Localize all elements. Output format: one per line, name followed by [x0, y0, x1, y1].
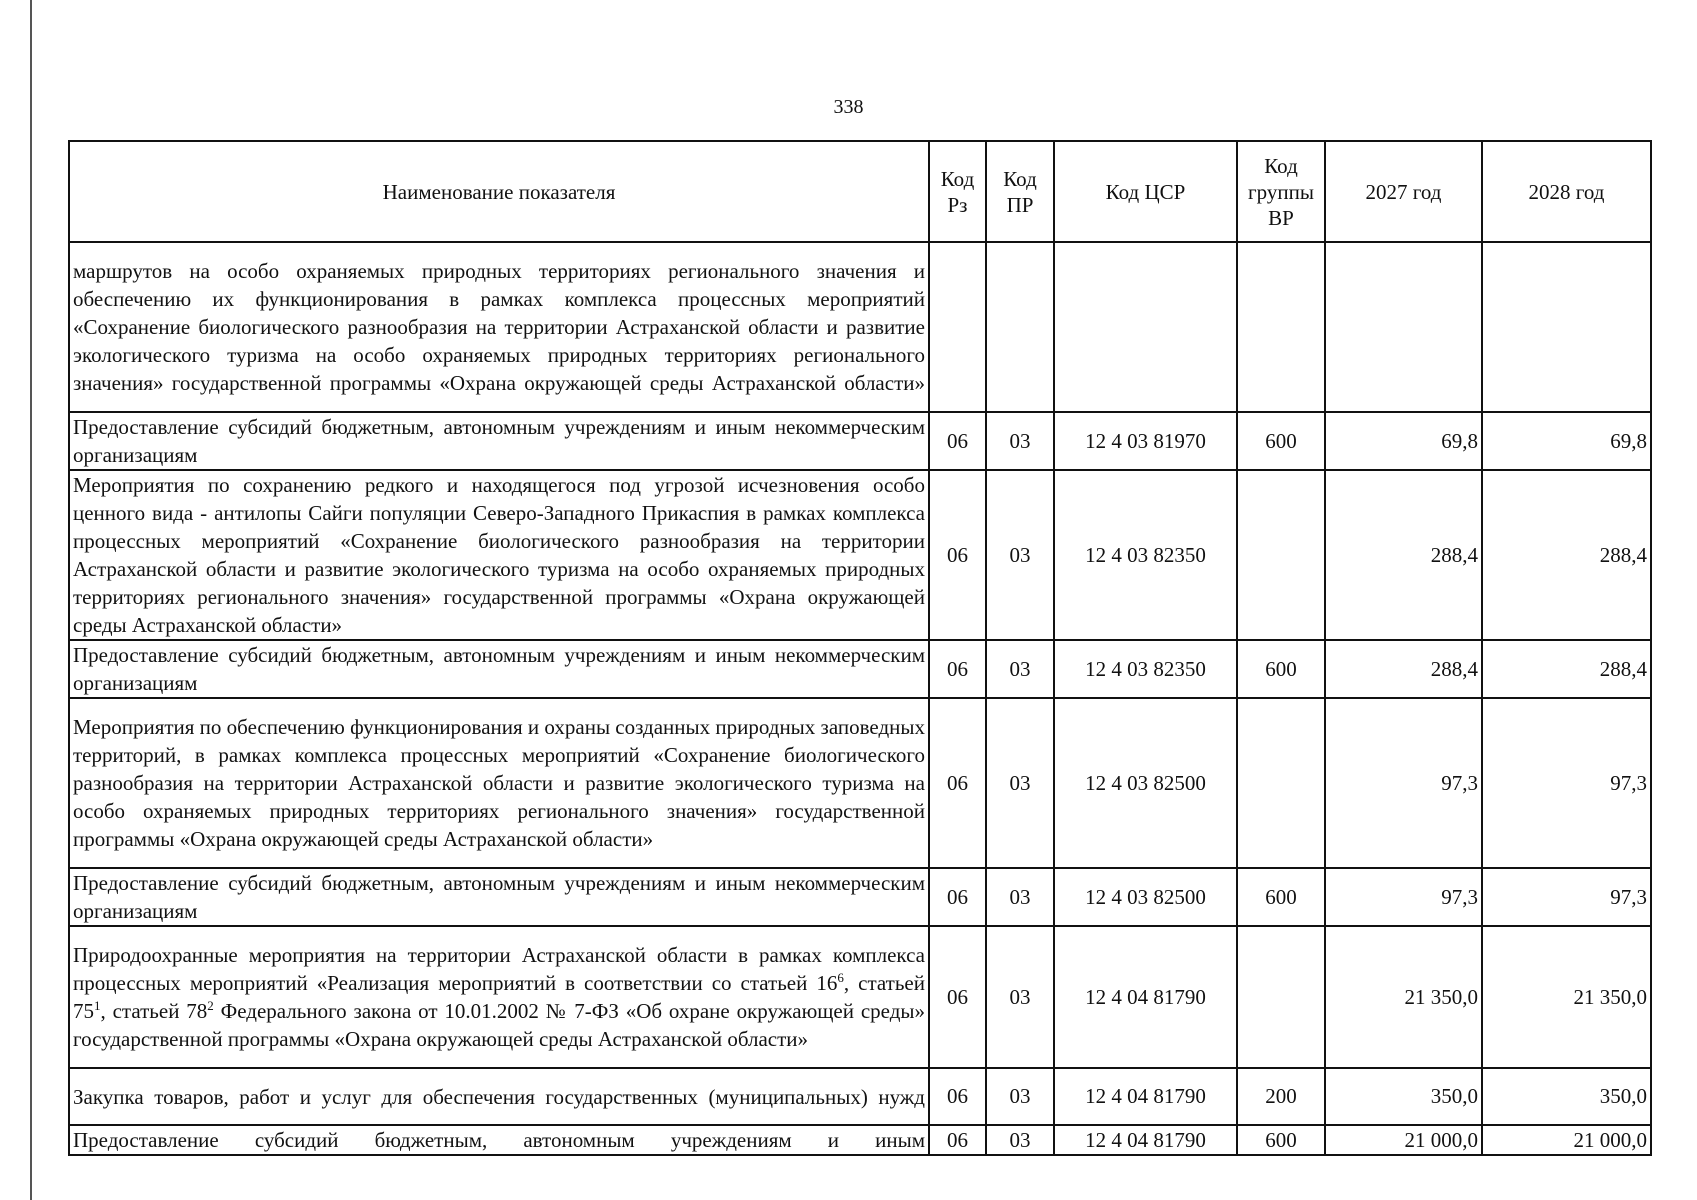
table-header-row — [69, 141, 1651, 242]
row-csr: 12 4 04 81790 — [1054, 1125, 1237, 1155]
row-vr — [1237, 242, 1325, 412]
row-2028: 288,4 — [1482, 470, 1651, 640]
row-pr: 03 — [986, 1068, 1054, 1125]
row-2028: 97,3 — [1482, 868, 1651, 926]
row-name: Предоставление субсидий бюджетным, автономным учреждениям и иным некоммерческим организациям — [69, 412, 929, 470]
row-rz: 06 — [929, 412, 986, 470]
row-pr: 03 — [986, 868, 1054, 926]
row-pr: 03 — [986, 926, 1054, 1068]
header-2027: 2027 год — [1325, 141, 1482, 242]
budget-table — [68, 140, 1652, 1156]
row-vr — [1237, 698, 1325, 868]
row-csr: 12 4 04 81790 — [1054, 926, 1237, 1068]
table-row — [69, 868, 1651, 926]
table-row — [69, 640, 1651, 698]
row-name: Предоставление субсидий бюджетным, автономным учреждениям и иным — [69, 1125, 929, 1155]
row-name: Закупка товаров, работ и услуг для обеспечения государственных (муниципальных) нужд — [69, 1068, 929, 1125]
row-name-part: , статьей 75 — [73, 971, 925, 1023]
header-pr: Код ПР — [986, 141, 1054, 242]
header-name: Наименование показателя — [69, 141, 929, 242]
header-2028: 2028 год — [1482, 141, 1651, 242]
row-rz: 06 — [929, 926, 986, 1068]
row-vr — [1237, 926, 1325, 1068]
row-pr: 03 — [986, 412, 1054, 470]
table-row — [69, 698, 1651, 868]
row-name: Мероприятия по обеспечению функционирования и охраны созданных природных заповедных территорий, в рамках комплекса процессных мероприятий «Сохранение биологического разнообразия на территории Астраханской области и развитие экологического туризма на особо охраняемых природных территориях регионального значения» государственной программы «Охрана окружающей среды Астраханской области» — [69, 698, 929, 868]
row-csr: 12 4 03 82500 — [1054, 868, 1237, 926]
superscript: 2 — [207, 998, 214, 1013]
row-2028: 21 350,0 — [1482, 926, 1651, 1068]
row-2028: 69,8 — [1482, 412, 1651, 470]
scan-edge-line — [30, 0, 32, 1200]
row-pr: 03 — [986, 640, 1054, 698]
superscript: 1 — [94, 998, 101, 1013]
row-2027: 69,8 — [1325, 412, 1482, 470]
row-name — [69, 926, 929, 1068]
header-rz: Код Рз — [929, 141, 986, 242]
row-vr: 200 — [1237, 1068, 1325, 1125]
row-csr — [1054, 242, 1237, 412]
row-2028: 350,0 — [1482, 1068, 1651, 1125]
row-csr: 12 4 03 81970 — [1054, 412, 1237, 470]
row-rz: 06 — [929, 868, 986, 926]
table-row — [69, 412, 1651, 470]
row-name: Мероприятия по сохранению редкого и находящегося под угрозой исчезновения особо ценного вида - антилопы Сайги популяции Северо-Западного Прикаспия в рамках комплекса процессных мероприятий «Сохранение биологического разнообразия на территории Астраханской области и развитие экологического туризма на особо охраняемых природных территориях регионального значения» государственной программы «Охрана окружающей среды Астраханской области» — [69, 470, 929, 640]
row-2027: 288,4 — [1325, 640, 1482, 698]
row-name: маршрутов на особо охраняемых природных территориях регионального значения и обеспечению их функционирования в рамках комплекса процессных мероприятий «Сохранение биологического разнообразия на территории Астраханской области и развитие экологического туризма на особо охраняемых природных территориях регионального значения» государственной программы «Охрана окружающей среды Астраханской области» — [69, 242, 929, 412]
row-vr: 600 — [1237, 868, 1325, 926]
row-2027: 97,3 — [1325, 698, 1482, 868]
row-rz: 06 — [929, 1125, 986, 1155]
row-rz: 06 — [929, 698, 986, 868]
row-vr: 600 — [1237, 412, 1325, 470]
row-vr: 600 — [1237, 640, 1325, 698]
row-csr: 12 4 03 82350 — [1054, 640, 1237, 698]
row-name-part: Федерального закона от 10.01.2002 № 7-ФЗ «Об охране окружающей среды» государственной программы «Охрана окружающей среды Астраханской области» — [73, 999, 925, 1051]
row-rz: 06 — [929, 470, 986, 640]
page-number: 338 — [833, 96, 864, 118]
row-2027: 97,3 — [1325, 868, 1482, 926]
row-2027 — [1325, 242, 1482, 412]
superscript: 6 — [837, 970, 844, 985]
row-rz: 06 — [929, 640, 986, 698]
row-csr: 12 4 03 82500 — [1054, 698, 1237, 868]
row-name-part: Природоохранные мероприятия на территории Астраханской области в рамках комплекса процессных мероприятий «Реализация мероприятий в соответствии со статьей 16 — [73, 943, 925, 995]
header-vr: Код группы ВР — [1237, 141, 1325, 242]
row-pr — [986, 242, 1054, 412]
table-row — [69, 470, 1651, 640]
row-vr — [1237, 470, 1325, 640]
row-2027: 350,0 — [1325, 1068, 1482, 1125]
row-name-part: , статьей 78 — [100, 999, 208, 1023]
row-name: Предоставление субсидий бюджетным, автономным учреждениям и иным некоммерческим организациям — [69, 640, 929, 698]
row-pr: 03 — [986, 470, 1054, 640]
row-pr: 03 — [986, 1125, 1054, 1155]
row-2028 — [1482, 242, 1651, 412]
table-row — [69, 1125, 1651, 1155]
row-2027: 21 350,0 — [1325, 926, 1482, 1068]
row-2028: 288,4 — [1482, 640, 1651, 698]
row-name: Предоставление субсидий бюджетным, автономным учреждениям и иным некоммерческим организациям — [69, 868, 929, 926]
row-rz — [929, 242, 986, 412]
row-2028: 21 000,0 — [1482, 1125, 1651, 1155]
table-row — [69, 926, 1651, 1068]
row-2027: 288,4 — [1325, 470, 1482, 640]
row-csr: 12 4 03 82350 — [1054, 470, 1237, 640]
row-rz: 06 — [929, 1068, 986, 1125]
table-row — [69, 242, 1651, 412]
row-csr: 12 4 04 81790 — [1054, 1068, 1237, 1125]
row-2028: 97,3 — [1482, 698, 1651, 868]
row-2027: 21 000,0 — [1325, 1125, 1482, 1155]
row-pr: 03 — [986, 698, 1054, 868]
row-vr: 600 — [1237, 1125, 1325, 1155]
header-csr: Код ЦСР — [1054, 141, 1237, 242]
table-row — [69, 1068, 1651, 1125]
